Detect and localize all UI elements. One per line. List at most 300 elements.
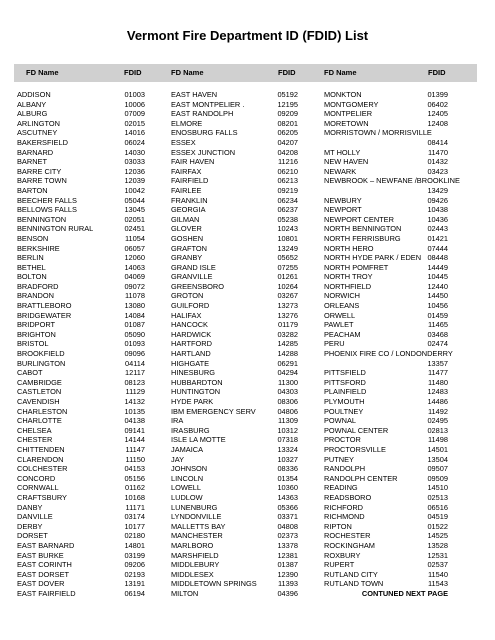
table-row (17, 291, 145, 301)
fdid-cell: 13191 (124, 579, 145, 589)
fd-name-cell: BENNINGTON (17, 214, 67, 224)
table-row (324, 397, 448, 407)
table-row (171, 512, 298, 522)
table-row (171, 148, 298, 158)
fd-name-cell: MORRISTOWN / MORRISVILLE (324, 128, 432, 138)
fdid-cell: 11129 (125, 387, 145, 397)
fdid-cell: 02051 (124, 214, 145, 224)
fdid-cell: 09206 (124, 560, 145, 570)
table-row (324, 128, 448, 138)
fdid-cell: 10177 (124, 521, 145, 531)
table-row (324, 503, 448, 513)
fdid-cell: 09141 (124, 425, 145, 435)
column-header-fdid: FDID (278, 68, 296, 77)
fdid-cell: 06237 (277, 205, 298, 215)
table-row (171, 416, 298, 426)
fdid-cell: 14449 (427, 262, 448, 272)
table-row (17, 272, 145, 282)
table-row (17, 464, 145, 474)
fdid-cell: 09072 (124, 281, 145, 291)
fdid-cell: 09426 (427, 195, 448, 205)
table-row (17, 205, 145, 215)
fd-name-cell: IBM EMERGENCY SERV (171, 406, 256, 416)
fdid-cell: 13045 (124, 205, 145, 215)
table-row (324, 339, 448, 349)
fd-name-cell: HALIFAX (171, 310, 202, 320)
fdid-cell: 01261 (277, 272, 298, 282)
fd-name-cell: NEWARK (324, 166, 357, 176)
fdid-cell: 03423 (427, 166, 448, 176)
table-row (171, 138, 298, 148)
fd-name-cell: POULTNEY (324, 406, 364, 416)
fd-name-cell: RICHMOND (324, 512, 365, 522)
table-row (171, 455, 298, 465)
fdid-cell: 14084 (124, 310, 145, 320)
fdid-cell: 06213 (277, 176, 298, 186)
table-row (324, 186, 448, 196)
fdid-cell: 07009 (124, 109, 145, 119)
fdid-cell: 02443 (427, 224, 448, 234)
fdid-cell: 04396 (277, 588, 298, 598)
fdid-cell: 13429 (427, 185, 448, 195)
table-row (171, 253, 298, 263)
fdid-cell: 12440 (427, 281, 448, 291)
fdid-cell: 11470 (427, 147, 448, 157)
fd-name-cell: BROOKFIELD (17, 349, 65, 359)
fdid-cell: 03174 (124, 512, 145, 522)
fd-name-cell: DORSET (17, 531, 48, 541)
table-row (17, 522, 145, 532)
fd-name-cell: MONTPELIER (324, 109, 373, 119)
fdid-cell: 04208 (277, 147, 298, 157)
fd-name-cell: RUTLAND TOWN (324, 579, 384, 589)
fd-name-cell: EAST RANDOLPH (171, 109, 234, 119)
fd-name-cell: CHITTENDEN (17, 444, 65, 454)
fdid-cell: 08448 (427, 253, 448, 263)
fd-name-cell: FAIR HAVEN (171, 157, 215, 167)
fd-name-cell: NEW HAVEN (324, 157, 369, 167)
fd-name-cell: HUNTINGTON (171, 387, 221, 397)
table-row (171, 378, 298, 388)
fd-name-cell: DANVILLE (17, 512, 53, 522)
fd-name-cell: LUDLOW (171, 492, 203, 502)
fdid-cell: 03267 (277, 291, 298, 301)
table-row (324, 416, 448, 426)
fdid-cell: 05090 (124, 329, 145, 339)
fd-name-cell: ALBURG (17, 109, 48, 119)
table-row (171, 330, 298, 340)
table-row (17, 148, 145, 158)
fd-name-cell: NEWBROOK – NEWFANE /BROOKLINE (324, 176, 460, 186)
fd-name-cell: PEACHAM (324, 329, 361, 339)
table-header-band (14, 64, 477, 82)
fd-name-cell: ROCHESTER (324, 531, 371, 541)
fdid-cell: 14486 (427, 397, 448, 406)
fdid-cell: 12531 (427, 550, 448, 560)
table-row (171, 301, 298, 311)
fd-name-cell: PROCTORSVILLE (324, 444, 386, 454)
table-row (17, 176, 145, 186)
fdid-cell: 01387 (277, 560, 298, 570)
fd-name-cell: CRAFTSBURY (17, 492, 67, 502)
fdid-cell: 14801 (124, 540, 145, 550)
fd-name-cell: CHARLESTON (17, 406, 68, 416)
fdid-cell: 12405 (427, 109, 448, 119)
fd-name-cell: MANCHESTER (171, 531, 223, 541)
fd-name-cell: BETHEL (17, 262, 46, 272)
table-row (17, 541, 145, 551)
table-row (324, 138, 448, 148)
fdid-cell: 12195 (277, 99, 298, 109)
table-row (324, 263, 448, 273)
fdid-cell: 05156 (124, 473, 145, 483)
table-row (17, 244, 145, 254)
table-row (171, 483, 298, 493)
fd-name-cell: GUILFORD (171, 301, 210, 311)
fdid-cell: 02373 (277, 531, 298, 541)
fd-name-cell: BENNINGTON RURAL (17, 224, 94, 234)
table-row (17, 493, 145, 503)
table-row (324, 368, 448, 378)
fd-name-cell: EAST HAVEN (171, 90, 218, 99)
table-row (171, 493, 298, 503)
fd-name-cell: BERLIN (17, 253, 44, 263)
table-row (17, 349, 145, 359)
fd-name-cell: CASTLETON (17, 387, 62, 397)
fdid-cell: 02513 (427, 492, 448, 502)
table-row (324, 205, 448, 215)
fd-name-cell: MIDDLESEX (171, 569, 214, 579)
table-row (171, 426, 298, 436)
fdid-cell: 02015 (124, 118, 145, 128)
table-row (171, 167, 298, 177)
fdid-cell: 01399 (427, 90, 448, 99)
fd-name-cell: GRAND ISLE (171, 262, 216, 272)
fd-name-cell: BARRE TOWN (17, 176, 67, 186)
table-row (171, 205, 298, 215)
fdid-cell: 12036 (124, 166, 145, 176)
fd-name-cell: NORTH HERO (324, 243, 374, 253)
fdid-cell: 01087 (124, 320, 145, 330)
fd-name-cell: FRANKLIN (171, 195, 208, 205)
fd-name-cell: IRA (171, 416, 184, 426)
fd-name-cell: MT HOLLY (324, 147, 361, 157)
fdid-cell: 12390 (277, 569, 298, 579)
fd-name-cell: BRANDON (17, 291, 54, 301)
table-row (324, 109, 448, 119)
table-row (324, 541, 448, 551)
table-row (324, 234, 448, 244)
fd-name-cell: BOLTON (17, 272, 47, 282)
fdid-cell: 13504 (427, 454, 448, 464)
table-row (17, 253, 145, 263)
column-header-fd-name: FD Name (26, 68, 59, 77)
table-row (17, 100, 145, 110)
fdid-cell: 13276 (277, 310, 298, 320)
table-row (17, 387, 145, 397)
fd-name-cell: LYNDONVILLE (171, 512, 222, 522)
table-row (17, 503, 145, 513)
table-row (324, 157, 448, 167)
fd-name-cell: NORTHFIELD (324, 281, 372, 291)
fd-name-cell: ISLE LA MOTTE (171, 435, 226, 445)
fd-name-cell: BARTON (17, 185, 48, 195)
fd-name-cell: MILTON (171, 588, 199, 598)
fd-name-cell: CHARLOTTE (17, 416, 62, 426)
fdid-cell: 04303 (277, 387, 298, 397)
fdid-column-2 (171, 90, 298, 598)
fd-name-cell: CABOT (17, 368, 43, 378)
fdid-cell: 03282 (277, 329, 298, 339)
fdid-cell: 11498 (427, 435, 448, 445)
table-row (171, 560, 298, 570)
fdid-cell: 07255 (277, 262, 298, 272)
fd-name-cell: BRIGHTON (17, 329, 56, 339)
table-row (324, 359, 448, 369)
column-header-fd-name: FD Name (171, 68, 204, 77)
table-row (17, 196, 145, 206)
fdid-cell: 11054 (124, 233, 145, 243)
table-row (17, 579, 145, 589)
fd-name-cell: LINCOLN (171, 473, 204, 483)
fdid-cell: 02495 (427, 416, 448, 426)
fd-name-cell: ESSEX JUNCTION (171, 147, 236, 157)
fd-name-cell: HARDWICK (171, 329, 212, 339)
fd-name-cell: PUTNEY (324, 454, 354, 464)
fdid-cell: 03033 (124, 157, 145, 167)
fdid-cell: 11480 (427, 377, 448, 387)
fd-name-cell: PLAINFIELD (324, 387, 367, 397)
table-row (17, 138, 145, 148)
fd-name-cell: NORTH FERRISBURG (324, 233, 401, 243)
table-row (324, 311, 448, 321)
fd-name-cell: ENOSBURG FALLS (171, 128, 238, 138)
table-row (171, 263, 298, 273)
fd-name-cell: PROCTOR (324, 435, 361, 445)
fdid-cell: 05366 (277, 502, 298, 512)
continued-note-row (324, 589, 448, 599)
fdid-cell: 10456 (427, 301, 448, 311)
fd-name-cell: GRANBY (171, 253, 203, 263)
table-row (324, 244, 448, 254)
fd-name-cell: ORLEANS (324, 301, 360, 311)
table-row (171, 579, 298, 589)
table-row (324, 426, 448, 436)
fd-name-cell: GREENSBORO (171, 281, 224, 291)
table-row (17, 445, 145, 455)
table-row (324, 119, 448, 129)
table-row (171, 551, 298, 561)
fd-name-cell: HYDE PARK (171, 397, 214, 406)
fdid-cell: 14030 (124, 147, 145, 157)
column-header-fd-name: FD Name (324, 68, 357, 77)
fd-name-cell: NEWPORT CENTER (324, 214, 394, 224)
table-row (324, 551, 448, 561)
table-row (17, 531, 145, 541)
fd-name-cell: ROXBURY (324, 550, 361, 560)
table-row (171, 435, 298, 445)
fd-name-cell: GEORGIA (171, 205, 206, 215)
fdid-cell: 03199 (124, 550, 145, 560)
fd-name-cell: BAKERSFIELD (17, 137, 68, 147)
fd-name-cell: MORETOWN (324, 118, 369, 128)
fd-name-cell: FAIRLEE (171, 185, 202, 195)
fdid-cell: 08123 (124, 377, 145, 387)
fd-name-cell: BARNARD (17, 147, 54, 157)
fd-name-cell: NEWPORT (324, 205, 362, 215)
table-row (324, 90, 448, 100)
table-row (324, 167, 448, 177)
fdid-cell: 13080 (124, 301, 145, 311)
table-row (17, 426, 145, 436)
fd-name-cell: MONTGOMERY (324, 99, 379, 109)
table-row (324, 100, 448, 110)
table-row (17, 455, 145, 465)
fdid-cell: 08306 (277, 397, 298, 406)
fdid-cell: 09509 (427, 473, 448, 483)
fdid-cell: 10006 (124, 99, 145, 109)
fd-name-cell: HARTFORD (171, 339, 212, 349)
fdid-cell: 10264 (277, 281, 298, 291)
fd-name-cell: CAVENDISH (17, 397, 60, 406)
fd-name-cell: LUNENBURG (171, 502, 218, 512)
fd-name-cell: CAMBRIDGE (17, 377, 62, 387)
fd-name-cell: PITTSFIELD (324, 368, 366, 378)
fdid-cell: 03371 (277, 512, 298, 522)
fdid-cell: 10168 (124, 492, 145, 502)
fd-name-cell: JAMAICA (171, 444, 204, 454)
fd-name-cell: EAST BARNARD (17, 540, 75, 550)
fdid-cell: 01459 (427, 310, 448, 320)
table-row (324, 148, 448, 158)
fd-name-cell: PITTSFORD (324, 377, 366, 387)
fd-name-cell: NORTH BENNINGTON (324, 224, 402, 234)
table-row (17, 560, 145, 570)
fd-name-cell: ARLINGTON (17, 118, 60, 128)
table-row (324, 455, 448, 465)
table-row (171, 589, 298, 599)
fdid-cell: 14525 (427, 531, 448, 541)
fdid-cell: 06024 (124, 137, 145, 147)
fdid-cell: 10243 (277, 224, 298, 234)
fdid-cell: 05044 (124, 195, 145, 205)
fd-name-cell: POWNAL (324, 416, 357, 426)
fdid-cell: 10327 (277, 454, 298, 464)
table-row (17, 119, 145, 129)
table-row (171, 186, 298, 196)
fdid-cell: 13528 (427, 540, 448, 550)
fd-name-cell: IRASBURG (171, 425, 210, 435)
table-row (171, 464, 298, 474)
fdid-cell: 14510 (427, 483, 448, 493)
table-row (324, 272, 448, 282)
fd-name-cell: CHELSEA (17, 425, 52, 435)
fd-name-cell: NORWICH (324, 291, 360, 301)
fd-name-cell: PERU (324, 339, 345, 349)
fd-name-cell: CLARENDON (17, 454, 64, 464)
fdid-cell: 10438 (427, 205, 448, 215)
fd-name-cell: MONKTON (324, 90, 362, 99)
fdid-cell: 10436 (427, 214, 448, 224)
fdid-cell: 10042 (124, 185, 145, 195)
fdid-cell: 12381 (277, 550, 298, 560)
fd-name-cell: NORTH HYDE PARK / EDEN (324, 253, 422, 263)
fdid-cell: 13357 (427, 358, 448, 368)
table-row (324, 282, 448, 292)
table-row (17, 551, 145, 561)
fdid-cell: 09507 (427, 464, 448, 474)
fdid-cell: 04114 (124, 358, 145, 368)
fd-name-cell: CONCORD (17, 473, 56, 483)
fdid-cell: 02474 (427, 339, 448, 349)
table-row (171, 339, 298, 349)
continued-next-page-note: CONTUNED NEXT PAGE (361, 588, 448, 598)
fd-name-cell: ASCUTNEY (17, 128, 58, 138)
fd-name-cell: JAY (171, 454, 185, 464)
fd-name-cell: ROCKINGHAM (324, 540, 375, 550)
table-row (324, 291, 448, 301)
table-row (17, 483, 145, 493)
table-row (171, 387, 298, 397)
table-row (324, 253, 448, 263)
fd-name-cell: BARNET (17, 157, 47, 167)
table-row (324, 387, 448, 397)
fd-name-cell: BERKSHIRE (17, 243, 60, 253)
table-row (171, 234, 298, 244)
table-row (324, 435, 448, 445)
fd-name-cell: EAST CORINTH (17, 560, 72, 570)
fdid-cell: 01522 (427, 521, 448, 531)
table-row (17, 311, 145, 321)
table-row (171, 474, 298, 484)
fdid-cell: 12483 (427, 387, 448, 397)
table-row (17, 215, 145, 225)
table-row (324, 224, 448, 234)
fdid-cell: 11477 (427, 368, 448, 378)
fdid-cell: 13324 (277, 444, 298, 454)
fdid-cell: 04153 (124, 464, 145, 474)
table-row (171, 503, 298, 513)
table-row (324, 445, 448, 455)
fd-name-cell: CHESTER (17, 435, 53, 445)
fd-name-cell: ORWELL (324, 310, 356, 320)
fdid-cell: 06205 (277, 128, 298, 138)
table-row (171, 445, 298, 455)
fdid-cell: 05238 (277, 214, 298, 224)
table-row (324, 196, 448, 206)
fdid-cell: 06057 (124, 243, 145, 253)
fd-name-cell: READSBORO (324, 492, 372, 502)
table-row (171, 224, 298, 234)
fd-name-cell: BRISTOL (17, 339, 49, 349)
table-row (17, 359, 145, 369)
table-row (171, 157, 298, 167)
table-row (324, 512, 448, 522)
fdid-cell: 03468 (427, 329, 448, 339)
fdid-cell: 07318 (277, 435, 298, 445)
fdid-cell: 10801 (277, 233, 298, 243)
table-row (171, 128, 298, 138)
fdid-cell: 10445 (427, 272, 448, 282)
fd-name-cell: FAIRFIELD (171, 176, 209, 186)
table-row (17, 167, 145, 177)
table-row (171, 531, 298, 541)
table-row (17, 330, 145, 340)
fdid-cell: 04207 (277, 137, 298, 147)
fdid-cell: 12060 (124, 253, 145, 263)
fdid-cell: 14132 (124, 397, 145, 406)
fdid-cell: 14063 (124, 262, 145, 272)
